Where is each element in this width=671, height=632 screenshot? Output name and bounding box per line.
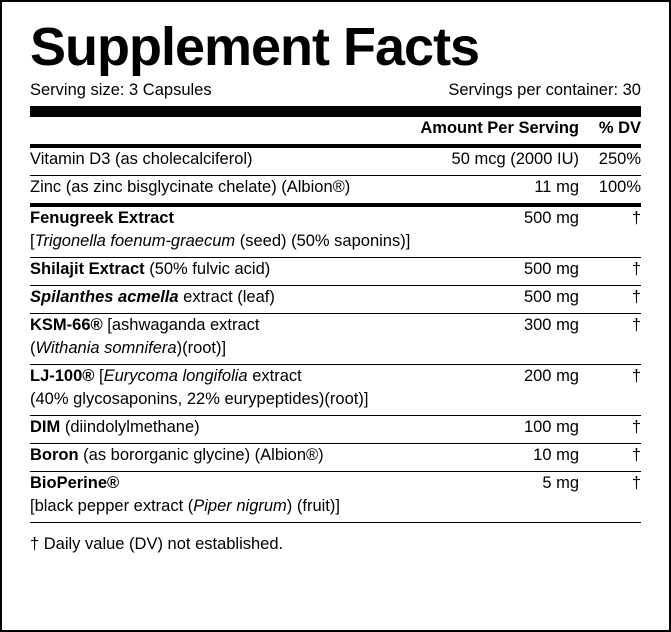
ingredient-detail-amount <box>420 230 579 253</box>
ingredient-detail-amount <box>420 495 579 518</box>
ingredient-name: Boron (as bororganic glycine) (Albion®) <box>30 446 324 465</box>
ingredient-daily-value: † <box>631 260 641 279</box>
ingredient-amount: 50 mcg (2000 IU) <box>451 150 579 169</box>
page-title: Supplement Facts <box>30 17 480 77</box>
ingredient-name: Shilajit Extract (50% fulvic acid) <box>30 260 271 279</box>
ingredient-detail-dv <box>579 230 641 253</box>
ingredient-detail: [black pepper extract (Piper nigrum) (fruit)] <box>30 497 340 516</box>
ingredient-detail: [Trigonella foenum-graecum (seed) (50% saponins)] <box>30 232 411 251</box>
column-header-dv: % DV <box>598 119 641 138</box>
table-row <box>30 286 641 310</box>
footnote: † Daily value (DV) not established. <box>30 535 284 554</box>
ingredient-amount: 300 mg <box>523 316 579 335</box>
table-row <box>30 205 641 230</box>
ingredient-amount: 500 mg <box>523 288 579 307</box>
table-row <box>30 176 641 200</box>
table-row <box>30 258 641 282</box>
ingredient-name: Fenugreek Extract <box>30 209 174 228</box>
row-divider <box>30 518 641 523</box>
ingredient-name: BioPerine® <box>30 474 120 493</box>
supplement-facts-table <box>30 117 641 523</box>
ingredient-detail-amount <box>420 388 579 411</box>
servings-per-container: Servings per container: 30 <box>448 81 641 100</box>
ingredient-amount: 100 mg <box>523 418 579 437</box>
column-header-name <box>30 117 420 140</box>
ingredient-daily-value: 250% <box>598 150 641 169</box>
table-row <box>30 444 641 468</box>
table-row <box>30 472 641 496</box>
ingredient-amount: 10 mg <box>533 446 579 465</box>
table-row-continuation <box>30 337 641 360</box>
ingredient-daily-value: † <box>631 418 641 437</box>
ingredient-amount: 500 mg <box>523 209 579 228</box>
ingredient-amount: 11 mg <box>534 178 579 197</box>
ingredient-amount: 5 mg <box>542 474 579 493</box>
ingredient-detail: (40% glycosaponins, 22% eurypeptides)(root)] <box>30 390 369 409</box>
ingredient-detail-dv <box>579 495 641 518</box>
divider-thick-top <box>30 106 641 117</box>
table-row-continuation <box>30 230 641 253</box>
ingredient-amount: 500 mg <box>523 260 579 279</box>
ingredient-daily-value: † <box>631 446 641 465</box>
table-row <box>30 365 641 389</box>
ingredient-name: DIM (diindolylmethane) <box>30 418 200 437</box>
ingredient-name: KSM-66® [ashwaganda extract <box>30 316 260 335</box>
table-body <box>30 117 641 523</box>
ingredient-daily-value: † <box>631 316 641 335</box>
ingredient-daily-value: 100% <box>598 178 641 197</box>
table-row-continuation <box>30 495 641 518</box>
table-row <box>30 146 641 171</box>
serving-info <box>30 81 641 100</box>
ingredient-detail: (Withania somnifera)(root)] <box>30 339 227 358</box>
table-row <box>30 314 641 338</box>
ingredient-detail-dv <box>579 337 641 360</box>
ingredient-daily-value: † <box>631 209 641 228</box>
serving-size: Serving size: 3 Capsules <box>30 81 212 100</box>
ingredient-name: LJ-100® [Eurycoma longifolia extract <box>30 367 302 386</box>
divider-cell <box>30 518 641 523</box>
table-row-continuation <box>30 388 641 411</box>
column-header-amount: Amount Per Serving <box>420 119 579 138</box>
ingredient-name: Zinc (as zinc bisglycinate chelate) (Albion®) <box>30 178 351 197</box>
ingredient-detail-amount <box>420 337 579 360</box>
ingredient-daily-value: † <box>631 474 641 493</box>
ingredient-detail-dv <box>579 388 641 411</box>
ingredient-daily-value: † <box>631 288 641 307</box>
table-header-row <box>30 117 641 140</box>
ingredient-daily-value: † <box>631 367 641 386</box>
table-row <box>30 416 641 440</box>
ingredient-name: Spilanthes acmella extract (leaf) <box>30 288 275 307</box>
ingredient-name: Vitamin D3 (as cholecalciferol) <box>30 150 253 169</box>
ingredient-amount: 200 mg <box>523 367 579 386</box>
